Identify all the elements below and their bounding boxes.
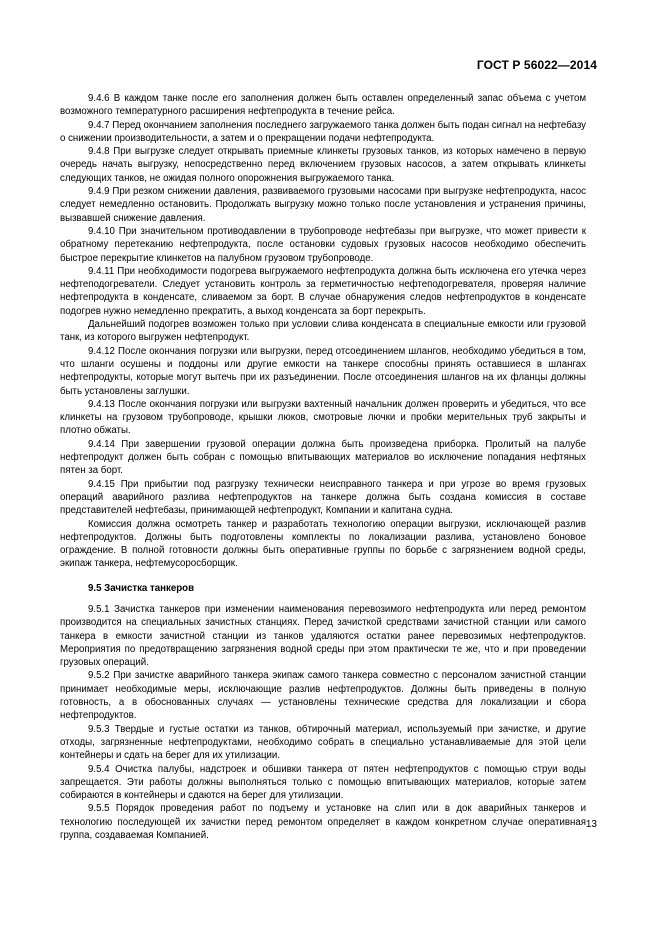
paragraph-9-4-15-continued: Комиссия должна осмотреть танкер и разработать технологию операции выгрузки, исключающей разлив нефтепродуктов. Должны быть подготовлены комплекты по локализации разлива, установлено боновое ограждение. В полной готовности должны быть оперативные группы по борьбе с загрязнением водной среды, экипаж танкера, нефтемусоросборщик. [60,518,586,570]
section-heading-9-5: 9.5 Зачистка танкеров [88,582,195,594]
paragraph-9-5-1: 9.5.1 Зачистка танкеров при изменении наименования перевозимого нефтепродукта или перед ремонтом производится на специальных зачистных станциях. Перед зачисткой средствами зачистной станции или самого танкера в емкости зачистной станции из танков удаляются остатки ранее перевозимых нефтепродуктов. Мероприятия по предотвращению загрязнения водной среды при этом практически те же, что и при проведении грузовых операций. [60,603,586,669]
page-number: 13 [585,819,597,830]
paragraph-9-4-7: 9.4.7 Перед окончанием заполнения последнего загружаемого танка должен быть подан сигнал на нефтебазу о снижении производительности, а затем и о прекращении подачи нефтепродукта. [60,119,586,144]
paragraph-9-5-4: 9.5.4 Очистка палубы, надстроек и обшивки танкера от пятен нефтепродуктов с помощью струи воды запрещается. Эти работы должны выполняться только с помощью впитывающих материалов, которые затем собираются в контейнеры и сдаются на берег для утилизации. [60,763,586,802]
paragraph-9-4-6: 9.4.6 В каждом танке после его заполнения должен быть оставлен определенный запас объема с учетом возможного температурного расширения нефтепродукта в течение рейса. [60,93,586,118]
paragraph-9-4-14: 9.4.14 При завершении грузовой операции должна быть произведена приборка. Пролитый на палубе нефтепродукт должен быть собран с помощью впитывающих материалов во исключение попадания нефтяных пятен за борт. [60,438,586,477]
document-standard-id: ГОСТ Р 56022—2014 [476,58,597,72]
paragraph-9-4-11-continued: Дальнейший подогрев возможен только при условии слива конденсата в специальные емкости или грузовой танк, из которого выгружен нефтепродукт. [60,319,586,344]
paragraph-9-4-8: 9.4.8 При выгрузке следует открывать приемные клинкеты грузовых танков, из которых намечено в первую очередь начать выгрузку, непосредственно перед включением грузовых насосов, а затем открывать клинкеты следующих танков, не ожидая полного опорожнения выгружаемого танка. [60,146,586,184]
paragraph-9-5-3: 9.5.3 Твердые и густые остатки из танков, обтирочный материал, используемый при зачистке, и другие отходы, загрязненные нефтепродуктами, необходимо собрать в специально устанавливаемые для этой цели контейнеры и сдать на берег для их утилизации. [60,723,586,762]
paragraph-9-5-5: 9.5.5 Порядок проведения работ по подъему и установке на слип или в док аварийных танкеров и технологию последующей их зачистки перед ремонтом определяет в каждом конкретном случае оперативная группа, создаваемая Компанией. [60,803,586,842]
paragraph-9-4-11: 9.4.11 При необходимости подогрева выгружаемого нефтепродукта должна быть исключена его утечка через нефтеподогреватели. Следует установить контроль за герметичностью нефтеподогревателя, проверяя наличие нефтепродукта в конденсате, сливаемом за борт. В случае обнаружения следов нефтепродуктов в конденсате подогрев нужно немедленно прекратить, а выход конденсата за борт перекрыть. [60,265,586,317]
paragraph-9-5-2: 9.5.2 При зачистке аварийного танкера экипаж самого танкера совместно с персоналом зачистной станции принимает необходимые меры, исключающие разлив нефтепродуктов. Должны быть приведены в полную готовность, а в обоснованных случаях — установлены технические средства для локализации и сбора нефтепродуктов. [60,670,586,722]
paragraph-9-4-9: 9.4.9 При резком снижении давления, развиваемого грузовыми насосами при выгрузке нефтепродукта, насос следует немедленно остановить. Продолжать выгрузку можно только после установления и устранения причины, вызвавшей снижение давления. [60,186,586,224]
document-body [60,92,586,842]
paragraph-9-4-12: 9.4.12 После окончания погрузки или выгрузки, перед отсоединением шлангов, необходимо убедиться в том, что шланги осушены и поддоны или другие емкости на танкере способны принять оставшиеся в шлангах нефтепродукты, которые могут вытечь при их разъединении. После отсоединения шлангов на их фланцы должны быть установлены заглушки. [60,345,586,397]
paragraph-9-4-10: 9.4.10 При значительном противодавлении в трубопроводе нефтебазы при выгрузке, что может привести к обратному перетеканию нефтепродукта, после остановки судовых грузовых насосов необходимо обеспечить быстрое перекрытие клинкетов на палубном грузовом трубопроводе. [60,225,586,264]
paragraph-9-4-15: 9.4.15 При прибытии под разгрузку технически неисправного танкера и при угрозе во время грузовых операций аварийного разлива нефтепродуктов на танкере должна быть создана комиссия в составе представителей нефтебазы, принимающей нефтепродукт, Компании и капитана судна. [60,478,586,517]
paragraph-9-4-13: 9.4.13 После окончания погрузки или выгрузки вахтенный начальник должен проверить и убедиться, что все клинкеты на грузовом трубопроводе, крышки люков, смотровые лючки и пробки мерительных труб закрыты и плотно обжаты. [60,398,586,437]
